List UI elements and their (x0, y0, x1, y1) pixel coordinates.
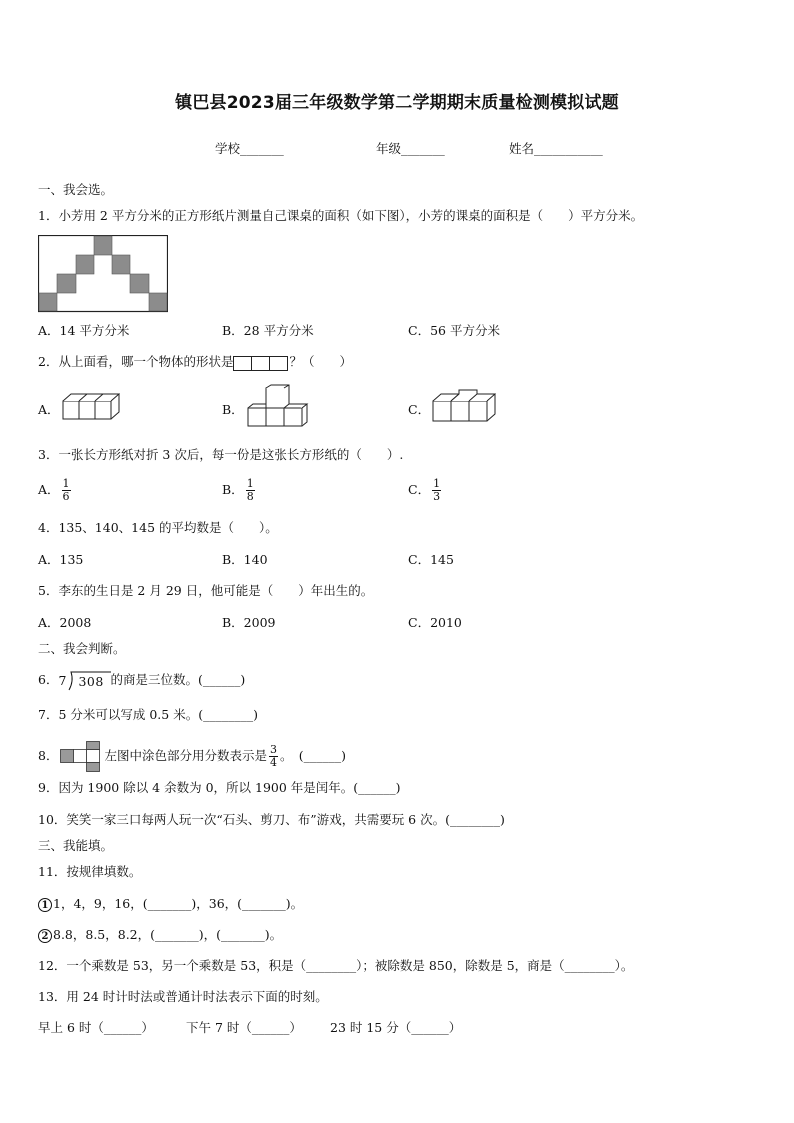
q6-text: 的商是三位数。(______) (110, 672, 246, 687)
question-3-text: 3．一张长方形纸对折 3 次后，每一份是这张长方形纸的（ ）. (38, 447, 404, 462)
q11-sequence-2-text: 8.8，8.5，8.2，(_______)，(_______)。 (53, 927, 283, 942)
question-4-text: 4．135、140、145 的平均数是（ ）。 (38, 520, 278, 535)
question-6 (38, 672, 245, 689)
q2-solid-a-figure (62, 390, 120, 422)
long-division-symbol (58, 673, 110, 689)
fraction-denominator: 4 (269, 756, 277, 769)
desk-measurement-figure (38, 235, 168, 313)
question-1-text: 1．小芳用 2 平方分米的正方形纸片测量自己课桌的面积（如下图），小芳的课桌的面积是（ ）平方分米。 (38, 208, 644, 223)
page-title: 镇巴县2023届三年级数学第二学期期末质量检测模拟试题 (175, 93, 619, 113)
name-field[interactable]: 姓名___________ (509, 141, 603, 156)
q2-option-a[interactable]: A． (38, 402, 60, 417)
q13-blank-3[interactable]: 23 时 15 分（______） (330, 1020, 462, 1035)
q8-number: 8． (38, 748, 59, 763)
section-heading-2: 二、我会判断。 (38, 641, 126, 656)
question-11-text: 11．按规律填数。 (38, 864, 142, 879)
q5-option-c[interactable]: C．2010 (408, 615, 462, 630)
q6-number: 6． (38, 672, 59, 687)
circled-number-2: 2 (38, 929, 52, 943)
question-7-text: 7．5 分米可以写成 0.5 米。(________) (38, 707, 258, 722)
q2-option-b[interactable]: B． (222, 402, 244, 417)
dividend: 308 (78, 673, 104, 689)
question-9-text: 9．因为 1900 除以 4 余数为 0，所以 1900 年是闰年。(______) (38, 780, 401, 795)
q3-option-b-fraction (246, 478, 255, 503)
question-12-text: 12．一个乘数是 53，另一个乘数是 53，积是（________）；被除数是 850，除数是 5，商是（________）。 (38, 958, 634, 973)
q8-text: 左图中涂色部分用分数表示是 (104, 748, 267, 763)
q2-prefix: 2．从上面看，哪一个物体的形状是 (38, 354, 234, 369)
q3-option-a-fraction (62, 478, 71, 503)
q3-option-a-label: A． (38, 482, 60, 497)
q8-fraction (269, 744, 278, 769)
divisor: 7 (58, 672, 67, 688)
fraction-denominator: 6 (62, 490, 70, 503)
q5-option-a[interactable]: A．2008 (38, 615, 92, 630)
q3-option-b-label: B． (222, 482, 244, 497)
question-13-text: 13．用 24 时计时法或普通计时法表示下面的时刻。 (38, 989, 328, 1004)
q3-option-c-label: C． (408, 482, 431, 497)
q4-option-b[interactable]: B．140 (222, 552, 268, 567)
q1-option-b[interactable]: B．28 平方分米 (222, 323, 314, 338)
q2-solid-b-figure (246, 384, 310, 428)
question-5-text: 5．李东的生日是 2 月 29 日，他可能是（ ）年出生的。 (38, 583, 374, 598)
school-field[interactable]: 学校_______ (215, 141, 284, 156)
q1-option-a[interactable]: A．14 平方分米 (38, 323, 130, 338)
q11-sequence-1-text: 1，4，9，16，(_______)，36，(_______)。 (53, 896, 304, 911)
q3-option-b[interactable] (222, 478, 257, 503)
question-10-text: 10．笑笑一家三口每两人玩一次“石头、剪刀、布”游戏，共需要玩 6 次。(________) (38, 812, 505, 827)
fraction-numerator: 3 (269, 743, 277, 756)
q4-option-a[interactable]: A．135 (38, 552, 84, 567)
three-squares-top-view (233, 356, 289, 370)
section-heading-1: 一、我会选。 (38, 182, 114, 197)
q8-answer-blank[interactable]: 。 (______) (279, 748, 346, 763)
fraction-denominator: 3 (433, 490, 441, 503)
fraction-numerator: 1 (62, 477, 70, 490)
question-8 (38, 744, 346, 769)
question-2-text (38, 354, 352, 370)
q1-option-c[interactable]: C．56 平方分米 (408, 323, 500, 338)
circled-number-1: 1 (38, 898, 52, 912)
fraction-numerator: 1 (246, 477, 254, 490)
shaded-squares-figure (58, 749, 104, 765)
q13-blank-2[interactable]: 下午 7 时（______） (186, 1020, 302, 1035)
q13-blank-1[interactable]: 早上 6 时（______） (38, 1020, 154, 1035)
section-heading-3: 三、我能填。 (38, 838, 114, 853)
q3-option-c[interactable] (408, 478, 443, 503)
q4-option-c[interactable]: C．145 (408, 552, 454, 567)
q5-option-b[interactable]: B．2009 (222, 615, 276, 630)
q11-sequence-2 (38, 927, 282, 943)
q3-option-c-fraction (432, 478, 441, 503)
q11-sequence-1 (38, 896, 303, 912)
q2-suffix: ？（ ） (289, 354, 352, 369)
fraction-numerator: 1 (433, 477, 441, 490)
grade-field[interactable]: 年级_______ (376, 141, 445, 156)
fraction-denominator: 8 (246, 490, 254, 503)
q3-option-a[interactable] (38, 478, 73, 503)
q2-solid-c-figure (432, 388, 496, 424)
q2-option-c[interactable]: C． (408, 402, 431, 417)
